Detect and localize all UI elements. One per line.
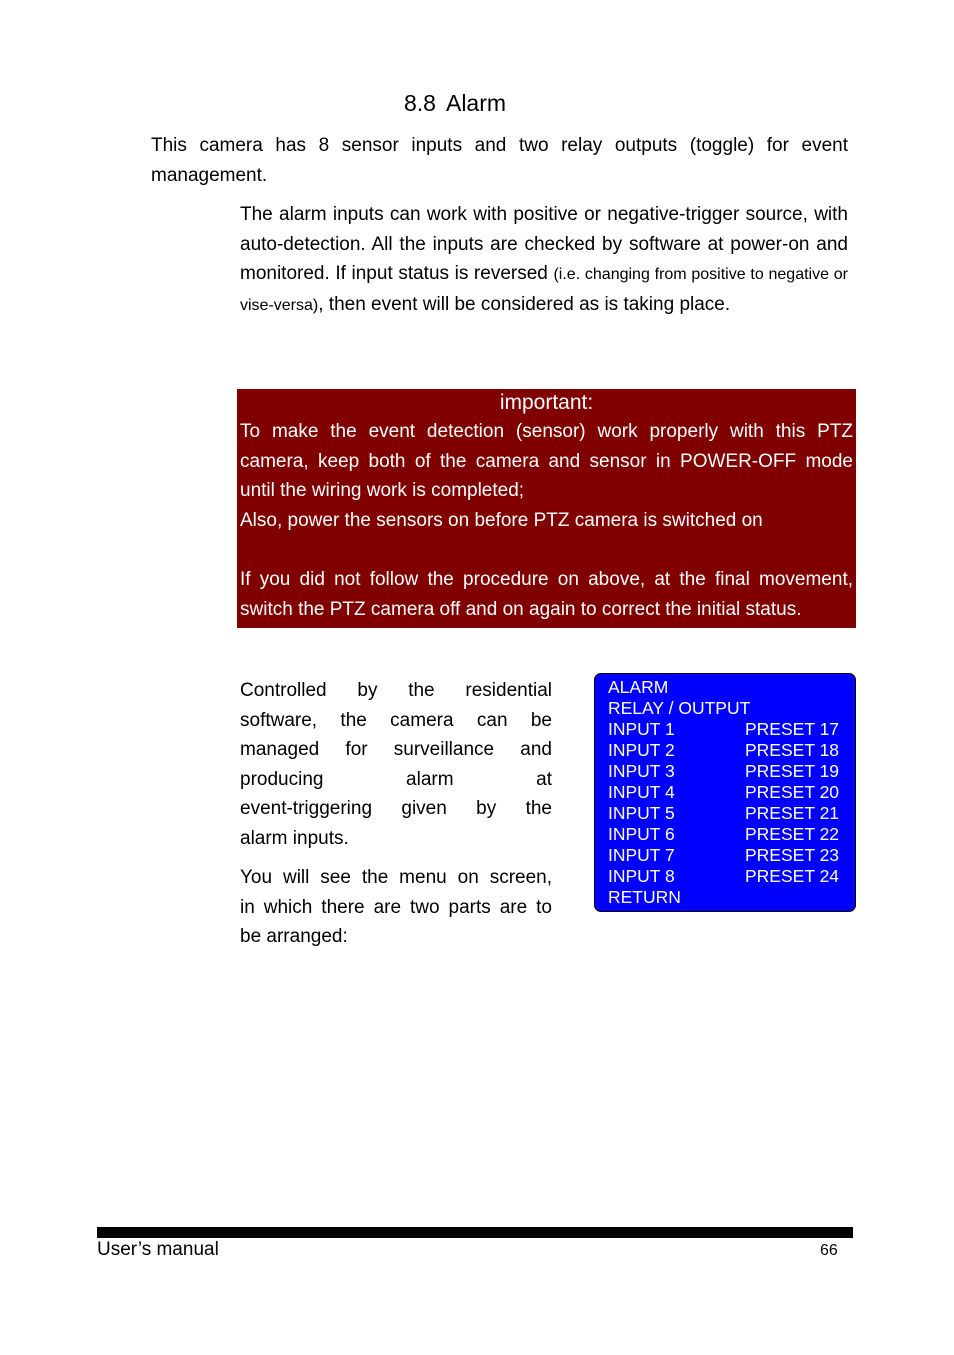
notice-line: If you did not follow the procedure on above, at the final movement,	[240, 568, 853, 590]
osd-preset-label: PRESET 19	[745, 761, 840, 781]
osd-preset-label: PRESET 23	[745, 845, 840, 865]
description-parenthetical: (i.e. changing from positive to negative or vise-versa)	[240, 266, 848, 314]
description-paragraph	[240, 200, 848, 320]
osd-input-label: INPUT 5	[608, 803, 675, 823]
menu-line: in which there are two parts are to	[240, 896, 552, 918]
osd-input-row	[608, 845, 855, 866]
osd-input-label: INPUT 7	[608, 845, 675, 865]
osd-return: RETURN	[608, 887, 681, 907]
footer-rule	[97, 1227, 853, 1238]
osd-preset-label: PRESET 21	[745, 803, 840, 823]
important-notice-box	[237, 389, 856, 628]
osd-input-row	[608, 761, 855, 782]
notice-line: camera, keep both of the camera and sensor in POWER-OFF mode	[240, 450, 853, 472]
footer-manual-label: User’s manual	[97, 1239, 219, 1260]
osd-title: ALARM	[608, 677, 669, 697]
osd-input-row	[608, 824, 855, 845]
osd-input-label: INPUT 4	[608, 782, 675, 802]
controlled-line: managed for surveillance and	[240, 739, 552, 760]
osd-input-row	[608, 740, 855, 761]
notice-title: important:	[499, 391, 594, 414]
notice-line: Also, power the sensors on before PTZ camera is switched on	[240, 509, 763, 531]
controlled-paragraph	[240, 676, 552, 853]
notice-line: switch the PTZ camera off and on again to correct the initial status.	[240, 598, 802, 620]
notice-spacer	[240, 535, 853, 565]
osd-input-label: INPUT 6	[608, 824, 675, 844]
notice-line: until the wiring work is completed;	[240, 480, 525, 502]
osd-relay-output: RELAY / OUTPUT	[608, 698, 751, 718]
osd-input-label: INPUT 8	[608, 866, 675, 886]
footer-page-number: 66	[820, 1242, 838, 1259]
menu-line: be arranged:	[240, 926, 348, 947]
section-number: 8.8	[404, 90, 436, 116]
controlled-line: alarm inputs.	[240, 827, 349, 849]
osd-input-row	[608, 719, 855, 740]
description-part3: , then event will be considered as is taking place.	[318, 293, 731, 315]
intro-paragraph: This camera has 8 sensor inputs and two relay outputs (toggle) for event management.	[151, 135, 848, 186]
notice-line: To make the event detection (sensor) work properly with this PTZ	[240, 421, 853, 442]
osd-input-row	[608, 866, 855, 887]
osd-preset-label: PRESET 18	[745, 740, 840, 760]
osd-preset-label: PRESET 22	[745, 824, 840, 844]
controlled-line: producing alarm at	[240, 768, 552, 790]
alarm-osd-menu	[594, 673, 856, 912]
menu-line: You will see the menu on screen,	[240, 867, 552, 888]
menu-paragraph	[240, 863, 552, 952]
osd-input-label: INPUT 2	[608, 740, 675, 760]
osd-preset-label: PRESET 20	[745, 782, 840, 802]
section-heading	[404, 88, 506, 118]
osd-input-row	[608, 782, 855, 803]
osd-input-row	[608, 803, 855, 824]
controlled-line: Controlled by the residential	[240, 680, 552, 701]
osd-input-label: INPUT 3	[608, 761, 675, 781]
osd-preset-label: PRESET 24	[745, 866, 840, 886]
controlled-line: event-triggering given by the	[240, 798, 552, 819]
osd-preset-label: PRESET 17	[745, 719, 840, 739]
controlled-line: software, the camera can be	[240, 709, 552, 731]
section-title: Alarm	[445, 90, 507, 116]
description-part1: The alarm inputs can work with positive or negative-trigger source, with auto-detection. All the inputs are checked by software at power-on and monitored. If input status is reversed	[240, 204, 848, 284]
osd-input-label: INPUT 1	[608, 719, 675, 739]
